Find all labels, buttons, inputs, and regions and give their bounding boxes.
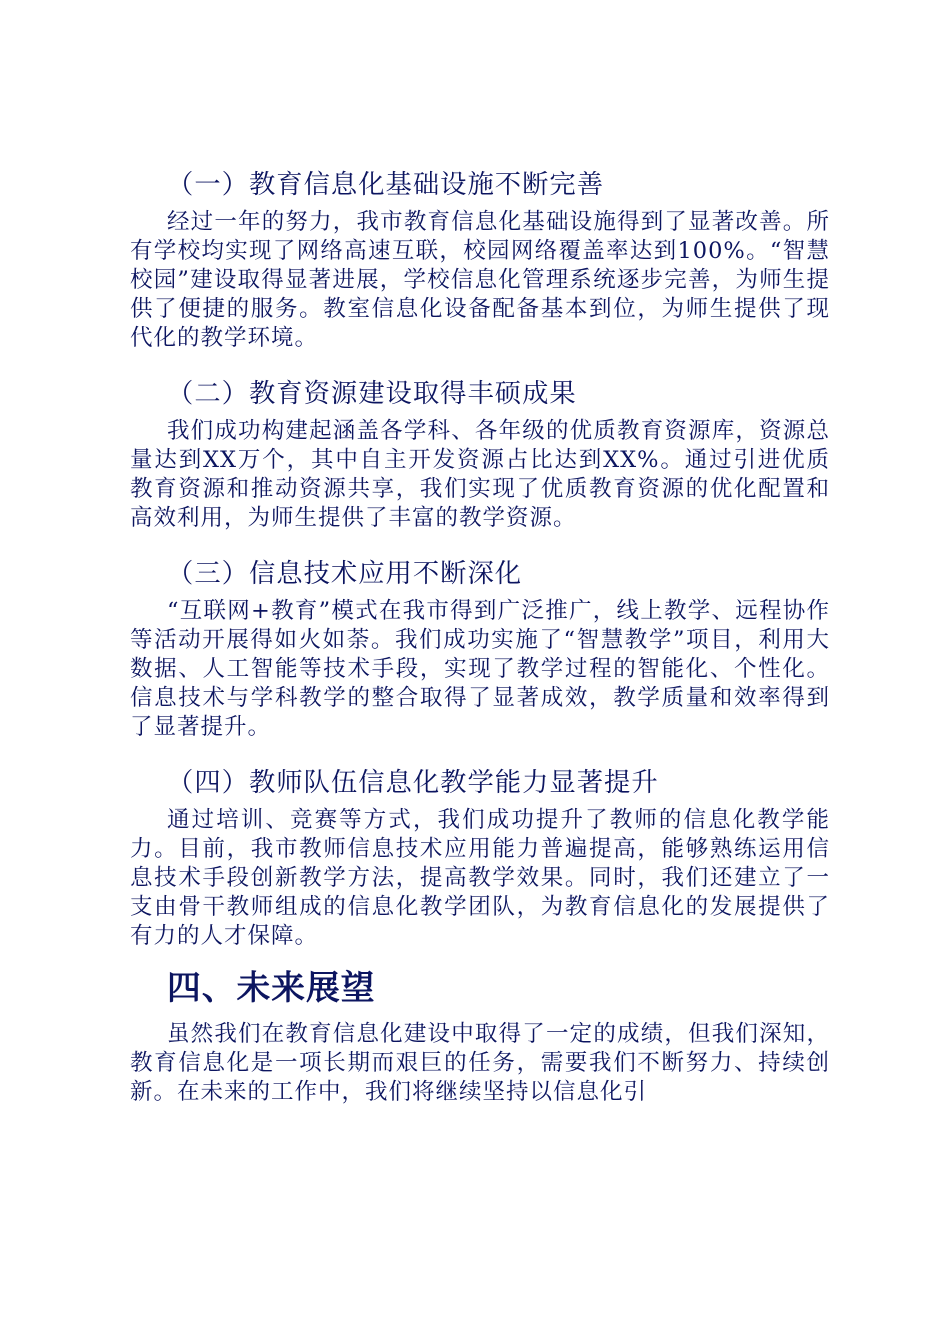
paragraph-teacher-capability: 通过培训、竞赛等方式，我们成功提升了教师的信息化教学能力。目前，我市教师信息技术应用能力普遍提高，能够熟练运用信息技术手段创新教学方法，提高教学效果。同时，我们还建立了一支由骨干教师组成的信息化教学团队，为教育信息化的发展提供了有力的人才保障。 <box>130 807 830 949</box>
subsection-heading-technology-application: （三）信息技术应用不断深化 <box>167 559 523 589</box>
paragraph-future-outlook: 虽然我们在教育信息化建设中取得了一定的成绩，但我们深知，教育信息化是一项长期而艰巨的任务，需要我们不断努力、持续创新。在未来的工作中，我们将继续坚持以信息化引 <box>130 1021 830 1105</box>
subsection-heading-resources: （二）教育资源建设取得丰硕成果 <box>167 379 577 409</box>
section-heading-future-outlook: 四、未来展望 <box>167 967 376 1007</box>
paragraph-technology-application: “互联网+教育”模式在我市得到广泛推广，线上教学、远程协作等活动开展得如火如荼。我们成功实施了“智慧教学”项目，利用大数据、人工智能等技术手段，实现了教学过程的智能化、个性化。信息技术与学科教学的整合取得了显著成效，教学质量和效率得到了显著提升。 <box>130 598 830 740</box>
subsection-heading-infrastructure: （一）教育信息化基础设施不断完善 <box>167 170 605 200</box>
paragraph-infrastructure: 经过一年的努力，我市教育信息化基础设施得到了显著改善。所有学校均实现了网络高速互联，校园网络覆盖率达到100%。“智慧校园”建设取得显著进展，学校信息化管理系统逐步完善，为师生提供了便捷的服务。教室信息化设备配备基本到位，为师生提供了现代化的教学环境。 <box>130 209 830 351</box>
subsection-heading-teacher-capability: （四）教师队伍信息化教学能力显著提升 <box>167 768 659 798</box>
paragraph-resources: 我们成功构建起涵盖各学科、各年级的优质教育资源库，资源总量达到XX万个，其中自主开发资源占比达到XX%。通过引进优质教育资源和推动资源共享，我们实现了优质教育资源的优化配置和高效利用，为师生提供了丰富的教学资源。 <box>130 418 830 531</box>
document-content <box>130 163 830 1107</box>
